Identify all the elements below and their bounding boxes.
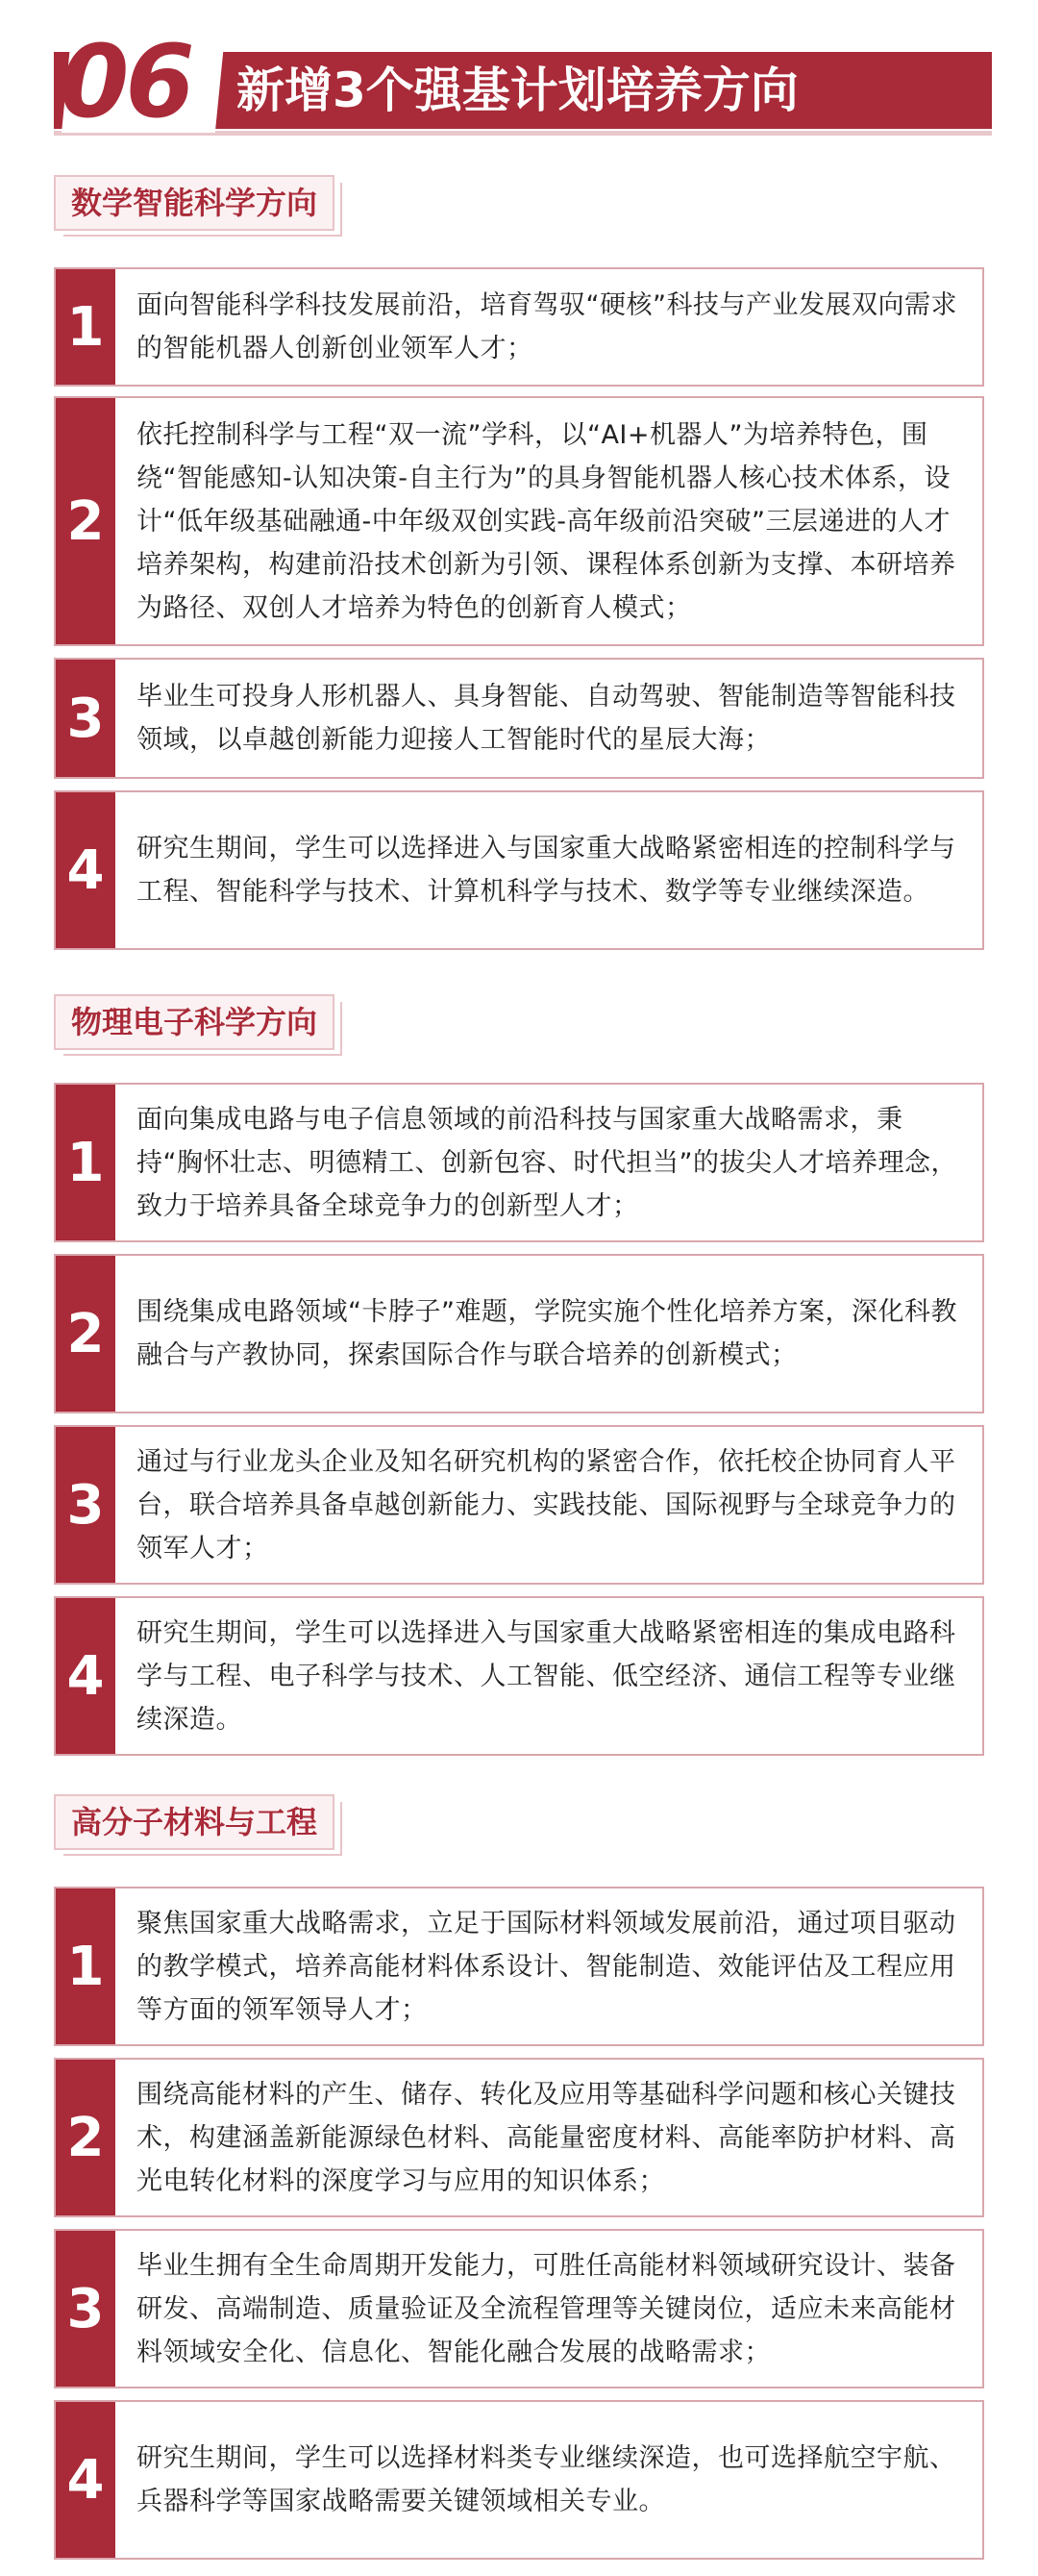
item-text: 毕业生拥有全生命周期开发能力，可胜任高能材料领域研究设计、装备研发、高端制造、质量验证及全流程管理等关键岗位，适应未来高能材料领域安全化、信息化、智能化融合发展的战略需求； [136,2250,956,2367]
item-number: 1 [56,1085,115,1240]
header-number: 06 [60,23,191,140]
item-text: 围绕集成电路领域“卡脖子”难题，学院实施个性化培养方案，深化科教融合与产教协同，探索国际合作与联合培养的创新模式； [136,1297,957,1370]
item-text: 研究生期间，学生可以选择进入与国家重大战略紧密相连的集成电路科学与工程、电子科学与技术、人工智能、低空经济、通信工程等专业继续深造。 [136,1617,956,1735]
list-item [54,2400,984,2560]
item-text: 依托控制科学与工程“双一流”学科，以“AI+机器人”为培养特色，围绕“智能感知-认知决策-自主行为”的具身智能机器人核心技术体系，设计“低年级基础融通-中年级双创实践-高年级前沿突破”三层递进的人才培养架构，构建前沿技术创新为引领、课程体系创新为支撑、本研培养为路径、双创人才培养为特色的创新育人模式； [136,419,956,623]
item-text: 通过与行业龙头企业及知名研究机构的紧密合作，依托校企协同育人平台，联合培养具备卓越创新能力、实践技能、国际视野与全球竞争力的领军人才； [136,1446,956,1563]
section-label-physics-electronics: 物理电子科学方向 [54,994,334,1050]
item-number: 4 [56,1598,115,1754]
item-number: 3 [56,2231,115,2387]
item-number: 1 [56,1888,115,2044]
item-number: 3 [56,1427,115,1583]
section-label-polymer-materials: 高分子材料与工程 [54,1794,334,1850]
item-number: 1 [56,269,115,385]
item-number: 2 [56,1256,115,1412]
item-number: 2 [56,398,115,644]
item-text: 研究生期间，学生可以选择进入与国家重大战略紧密相连的控制科学与工程、智能科学与技术、计算机科学与技术、数学等专业继续深造。 [136,834,956,907]
list-item [54,1425,984,1585]
item-text: 研究生期间，学生可以选择材料类专业继续深造，也可选择航空宇航、兵器科学等国家战略需要关键领域相关专业。 [136,2443,956,2516]
item-number: 4 [56,792,115,948]
item-number: 3 [56,660,115,777]
item-text: 围绕高能材料的产生、储存、转化及应用等基础科学问题和核心关键技术，构建涵盖新能源绿色材料、高能量密度材料、高能率防护材料、高光电转化材料的深度学习与应用的知识体系； [136,2079,956,2196]
list-item [54,267,984,387]
list-item [54,790,984,950]
item-number: 4 [56,2402,115,2558]
page-title: 新增3个强基计划培养方向 [236,63,799,118]
list-item [54,1596,984,1756]
list-item [54,658,984,779]
list-item [54,1083,984,1242]
item-number: 2 [56,2060,115,2215]
list-item [54,1887,984,2046]
item-text: 面向智能科学科技发展前沿，培育驾驭“硬核”科技与产业发展双向需求的智能机器人创新创业领军人才； [136,290,957,363]
list-item [54,2229,984,2388]
list-item [54,396,984,646]
page-header [54,23,992,140]
list-item [54,1254,984,1413]
list-item [54,2058,984,2217]
section-label-math-intelligence: 数学智能科学方向 [54,175,334,231]
item-text: 毕业生可投身人形机器人、具身智能、自动驾驶、智能制造等智能科技领域，以卓越创新能力迎接人工智能时代的星辰大海； [136,682,956,755]
item-text: 面向集成电路与电子信息领域的前沿科技与国家重大战略需求，秉持“胸怀壮志、明德精工、创新包容、时代担当”的拔尖人才培养理念，致力于培养具备全球竞争力的创新型人才； [136,1104,957,1221]
item-text: 聚焦国家重大战略需求，立足于国际材料领域发展前沿，通过项目驱动的教学模式，培养高能材料体系设计、智能制造、效能评估及工程应用等方面的领军领导人才； [136,1908,956,2025]
